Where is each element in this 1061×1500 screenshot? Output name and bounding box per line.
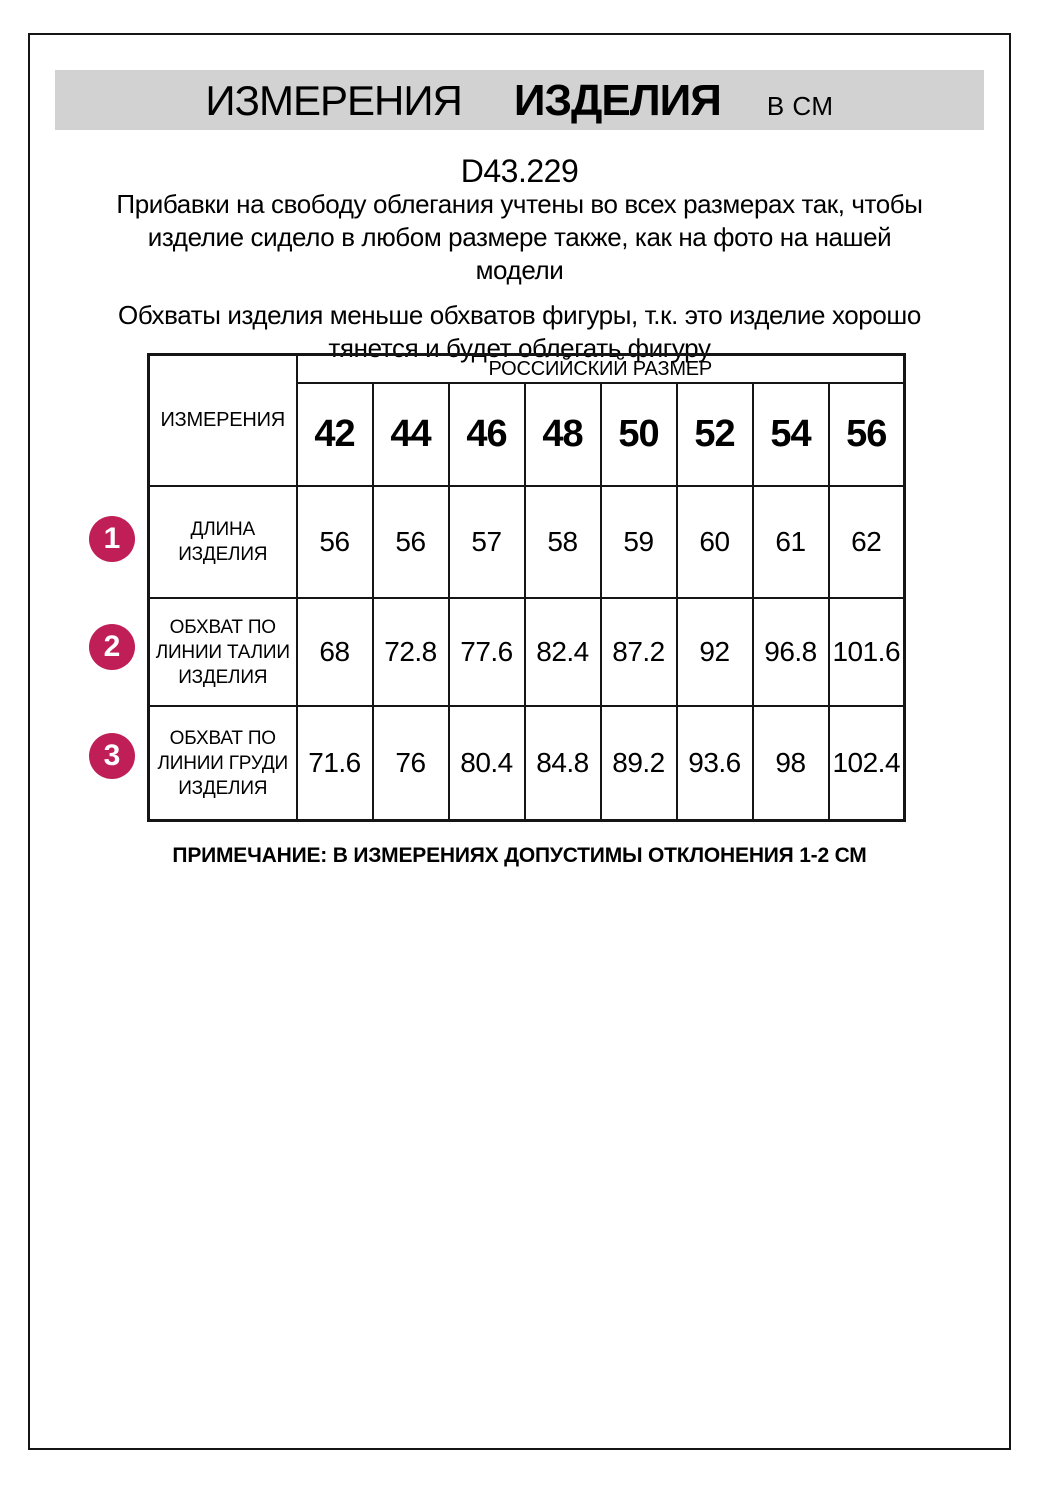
size-col-48: 48 [525,383,601,486]
value-cell: 57 [449,486,525,598]
value-cell: 71.6 [297,706,373,821]
row-marker-2-number: 2 [103,630,121,663]
intro-p2-line-2: тянется и будет облегать фигуру [328,333,711,363]
value-cell: 80.4 [449,706,525,821]
size-col-46: 46 [449,383,525,486]
table-group-header: РОССИЙСКИЙ РАЗМЕР [297,355,905,384]
title-measurements: ИЗМЕРЕНИЯ [205,77,462,124]
size-table [147,353,906,822]
value-cell: 98 [753,706,829,821]
value-cell: 92 [677,598,753,706]
table-row-waist [149,598,905,706]
value-cell: 102.4 [829,706,905,821]
value-cell: 72.8 [373,598,449,706]
value-cell: 96.8 [753,598,829,706]
row-label-waist: ОБХВАТ ПО ЛИНИИ ТАЛИИ ИЗДЕЛИЯ [149,598,297,706]
value-cell: 62 [829,486,905,598]
value-cell: 58 [525,486,601,598]
value-cell: 82.4 [525,598,601,706]
row-marker-3 [89,733,135,779]
value-cell: 89.2 [601,706,677,821]
value-cell: 77.6 [449,598,525,706]
tolerance-note: ПРИМЕЧАНИЕ: В ИЗМЕРЕНИЯХ ДОПУСТИМЫ ОТКЛОНЕНИЯ 1-2 СМ [172,844,867,867]
value-cell: 68 [297,598,373,706]
intro-p2-line-1: Обхваты изделия меньше обхватов фигуры, т.к. это изделие хорошо [118,300,921,330]
intro-p1-line-1: Прибавки на свободу облегания учтены во всех размерах так, чтобы [116,189,923,219]
size-col-44: 44 [373,383,449,486]
row-label-chest: ОБХВАТ ПО ЛИНИИ ГРУДИ ИЗДЕЛИЯ [149,706,297,821]
value-cell: 60 [677,486,753,598]
size-col-52: 52 [677,383,753,486]
value-cell: 84.8 [525,706,601,821]
row-marker-1 [89,516,135,562]
row-marker-1-number: 1 [103,522,121,555]
intro-p1-line-2: изделие сидело в любом размере также, как на фото на нашей [147,222,892,252]
title-product: ИЗДЕЛИЯ [513,76,721,125]
value-cell: 56 [297,486,373,598]
value-cell: 93.6 [677,706,753,821]
table-corner-label: ИЗМЕРЕНИЯ [149,355,297,487]
table-row-length [149,486,905,598]
size-col-56: 56 [829,383,905,486]
table-row-chest [149,706,905,821]
page-frame [28,33,1011,1450]
value-cell: 59 [601,486,677,598]
size-col-50: 50 [601,383,677,486]
size-col-42: 42 [297,383,373,486]
value-cell: 56 [373,486,449,598]
value-cell: 87.2 [601,598,677,706]
intro-paragraph-1 [30,188,1009,287]
row-marker-3-number: 3 [103,739,121,772]
row-marker-2 [89,624,135,670]
value-cell: 101.6 [829,598,905,706]
value-cell: 61 [753,486,829,598]
value-cell: 76 [373,706,449,821]
row-label-length: ДЛИНА ИЗДЕЛИЯ [149,486,297,598]
intro-p1-line-3: модели [475,255,564,285]
size-col-54: 54 [753,383,829,486]
product-code: D43.229 [460,153,579,189]
title-unit: В СМ [766,91,834,121]
title-band [55,70,984,130]
